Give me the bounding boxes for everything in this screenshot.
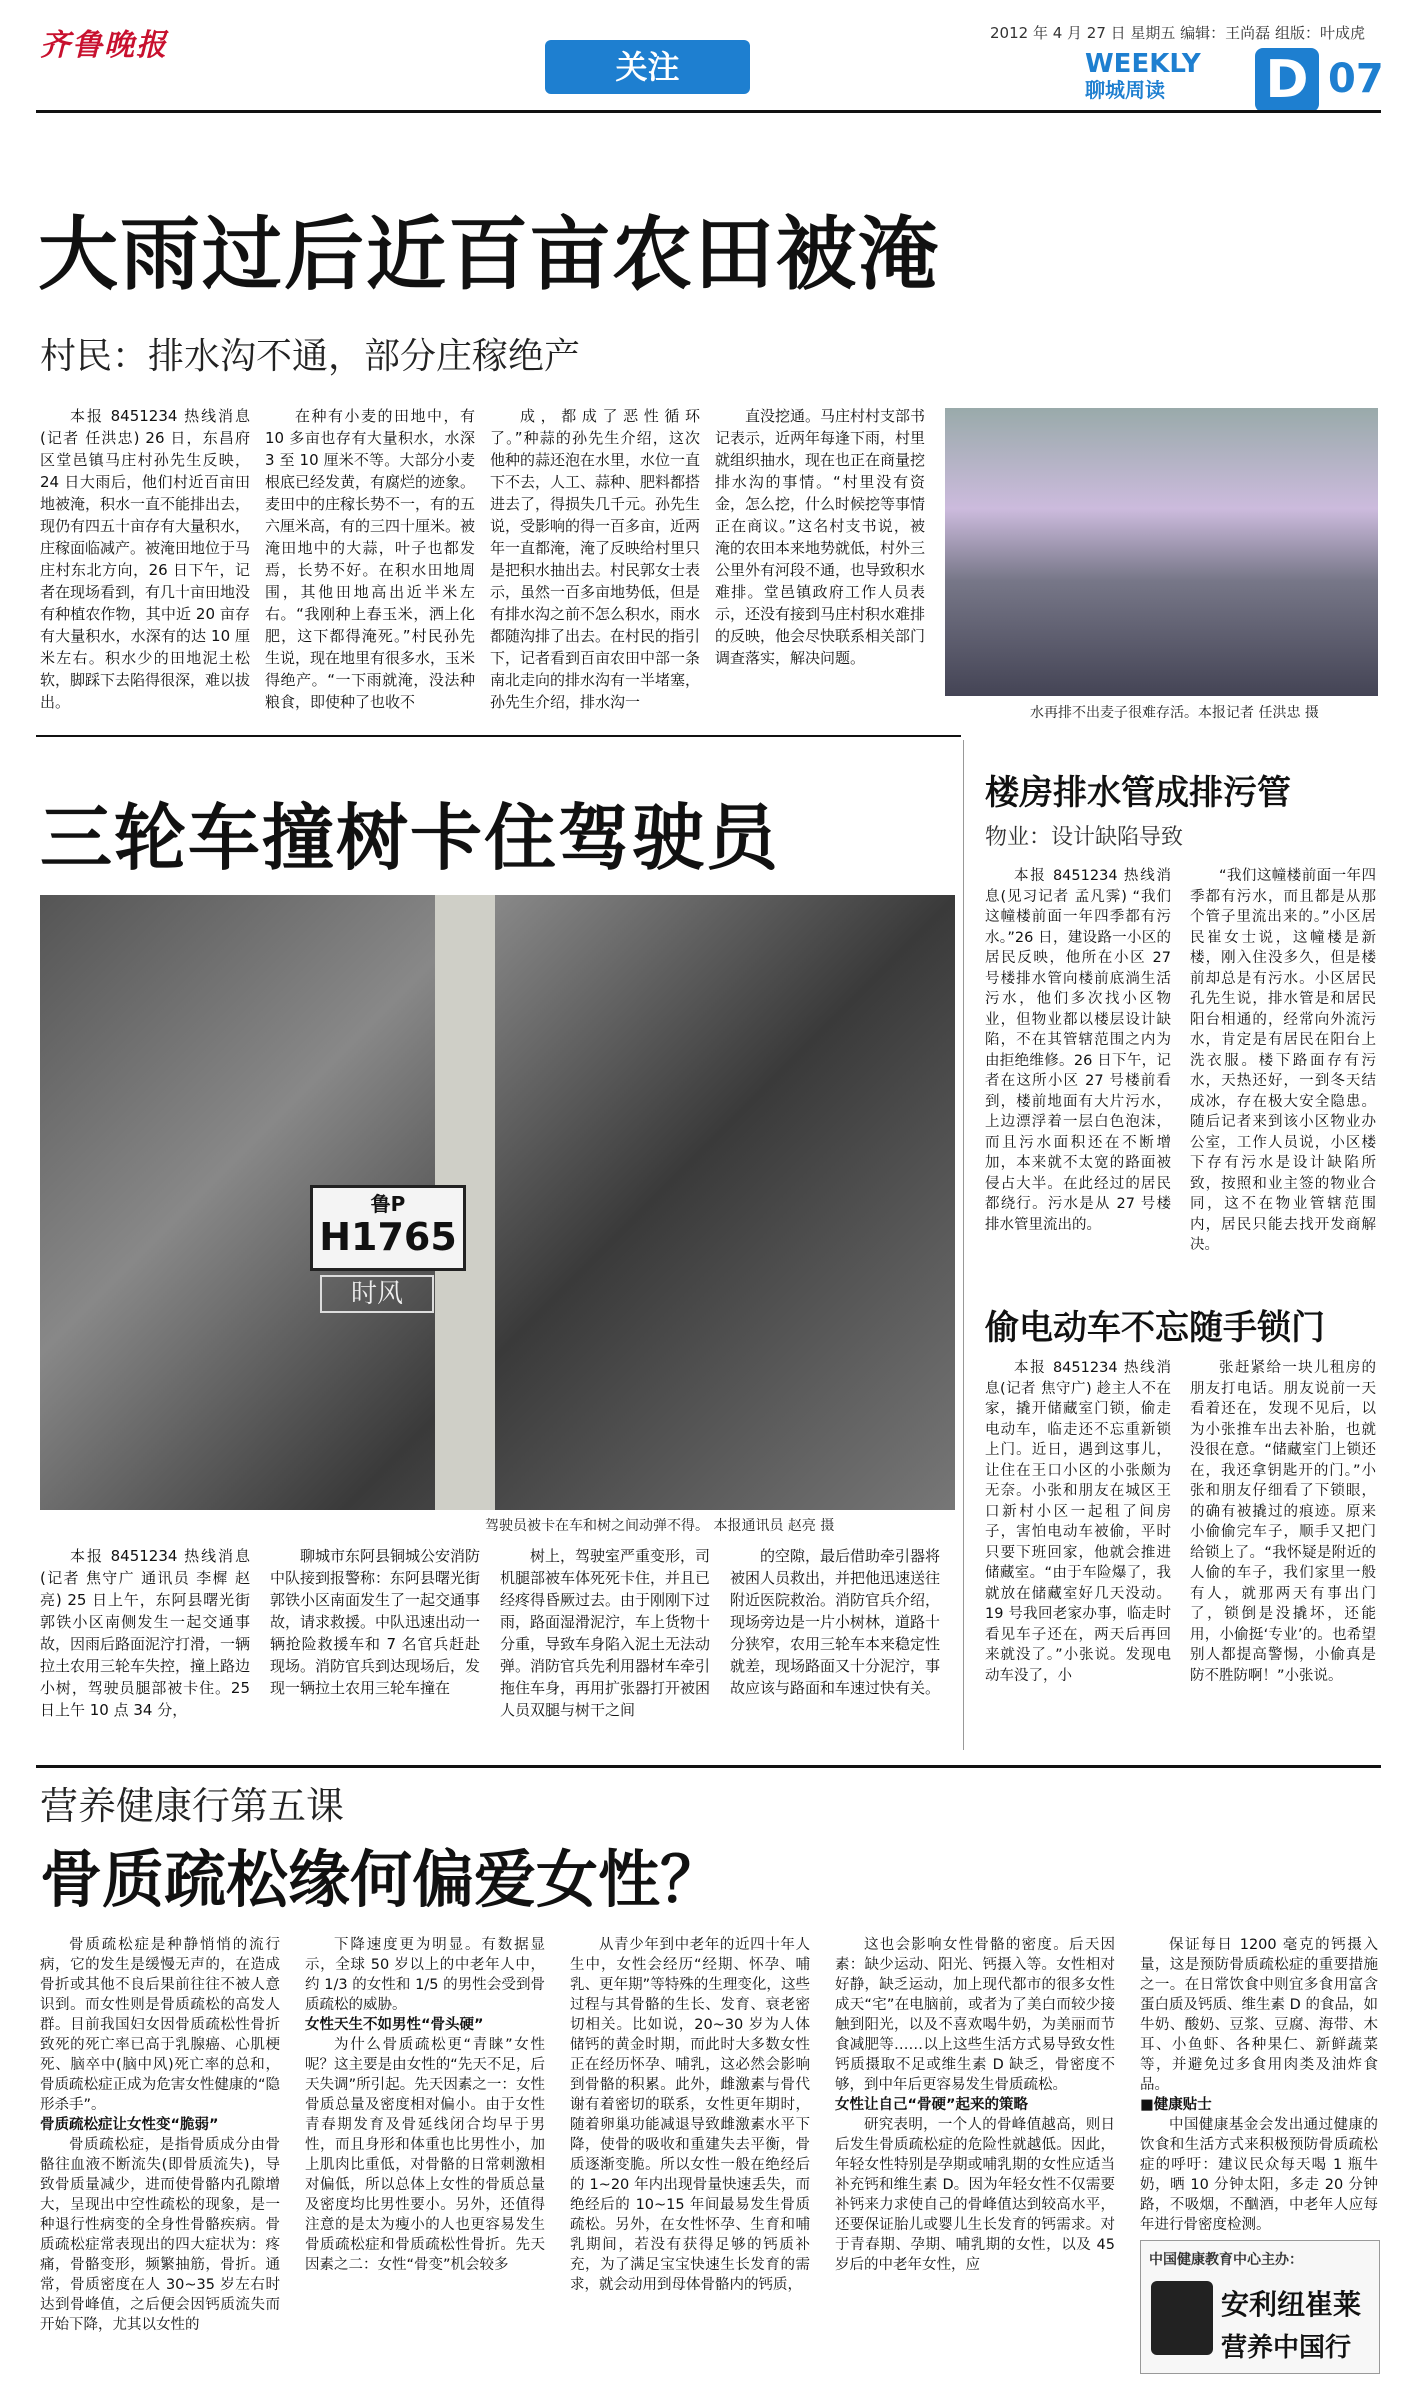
sponsor-ad bbox=[1140, 2240, 1380, 2374]
story1-photo-caption: 水再排不出麦子很难存活。本报记者 任洪忠 摄 bbox=[1030, 705, 1319, 721]
health-headline: 骨质疏松缘何偏爱女性？ bbox=[40, 1843, 723, 1916]
story2-photo-caption: 驾驶员被卡在车和树之间动弹不得。 本报通讯员 赵亮 摄 bbox=[485, 1518, 835, 1534]
sponsor-logo-icon bbox=[1151, 2281, 1213, 2355]
newspaper-logo: 齐鲁晚报 bbox=[40, 28, 168, 63]
story1-col2 bbox=[265, 405, 475, 713]
license-plate bbox=[310, 1185, 466, 1271]
health-col4-para-a: 这也会影响女性骨骼的密度。后天因素：缺少运动、阳光、钙摄入等。女性相对好静，缺乏运动，加上现代都市的很多女性成天“宅”在电脑前，或者为了美白而较少接触到阳光，以及不喜欢喝牛奶，为美丽而节食减肥等……以上这些生活方式易导致女性钙质摄取不足或维生素 D 缺乏，骨密度不够，到中年后更容易发生骨质疏松。 bbox=[835, 1937, 1115, 2093]
story4-col2 bbox=[1190, 1358, 1376, 1686]
weekly-label bbox=[1085, 50, 1201, 102]
brand-plate: 时风 bbox=[320, 1275, 434, 1313]
weekly-cn: 聊城周读 bbox=[1085, 78, 1165, 102]
story4-headline: 偷电动车不忘随手锁门 bbox=[985, 1308, 1325, 1348]
story4-col1 bbox=[985, 1358, 1171, 1686]
health-col2-para-a: 下降速度更为明显。有数据显示，全球 50 岁以上的中老年人中，约 1/3 的女性和 1/5 的男性会受到骨质疏松的威胁。 bbox=[305, 1937, 545, 2013]
top-rule bbox=[36, 110, 1381, 113]
health-col5-para-b: 中国健康基金会发出通过健康的饮食和生活方式来积极预防骨质疏松症的呼吁：建议民众每天喝 1 瓶牛奶，晒 10 分钟太阳，多走 20 分钟路，不吸烟，不酗酒，中老年人应每年进行骨密度检测。 bbox=[1140, 2117, 1378, 2233]
story2-col3 bbox=[500, 1545, 710, 1721]
license-plate-number: H1765 bbox=[319, 1215, 457, 1259]
story3-col1 bbox=[985, 866, 1171, 1235]
health-col3-para: 从青少年到中老年的近四十年人生中，女性会经历“经期、怀孕、哺乳、更年期”等特殊的生理变化，这些过程与其骨骼的生长、发育、衰老密切相关。比如说，20~30 岁为人体储钙的黄金时期，而此时大多数女性正在经历怀孕、哺乳，这必然会影响到骨骼的积累。此外，雌激素与骨代谢有着密切的联系，女性更年期时，随着卵巢功能减退导致雌激素水平下降，使骨的吸收和重建失去平衡，骨质逐渐变脆。所以女性一般在绝经后的 1~20 年内出现骨量快速丢失，而绝经后的 10~15 年间最易发生骨质疏松。另外，在女性怀孕、生育和哺乳期间，若没有获得足够的钙质补充，为了满足宝宝快速生长发育的需求，就会动用到母体骨骼内的钙质， bbox=[570, 1937, 810, 2293]
date-editor-line: 2012 年 4 月 27 日 星期五 编辑：王尚磊 组版：叶成虎 bbox=[990, 24, 1365, 42]
story3-col1-text: 本报 8451234 热线消息(见习记者 孟凡霁) “我们这幢楼前面一年四季都有污水。”26 日，建设路一小区的居民反映，他所在小区 27 号楼排水管向楼前底淌生活污水，他们多次找小区物业，但物业都以楼层设计缺陷，不在其管辖范围之内为由拒绝维修。26 日下午，记者在这所小区 27 号楼前看到，楼前地面有大片污水，上边漂浮着一层白色泡沫，而且污水面积还在不断增加，本来就不太宽的路面被侵占大半。在此经过的居民都绕行。污水是从 27 号楼排水管里流出的。 bbox=[985, 868, 1171, 1233]
health-col2-subhead: 女性天生不如男性“骨头硬” bbox=[305, 2017, 484, 2033]
story2-col3-text: 树上，驾驶室严重变形，司机腿部被车体死死卡住，并且已经疼得昏厥过去。由于刚刚下过雨，路面湿滑泥泞，车上货物十分重，导致车身陷入泥土无法动弹。消防官兵先利用器材车牵引拖住车身，再用扩张器打开被困人员双腿与树干之间 bbox=[500, 1547, 711, 1719]
story2-col4 bbox=[730, 1545, 940, 1699]
story3-col2 bbox=[1190, 866, 1376, 1256]
story1-col2-text: 在种有小麦的田地中，有 10 多亩也存有大量积水，水深 3 至 10 厘米不等。大部分小麦根底已经发黄，有腐烂的迹象。麦田中的庄稼长势不一，有的五六厘米高，有的三四十厘米。被淹田地中的大蒜，叶子也都发焉，长势不好。在积水田地周围，其他田地高出近半米左右。“我刚种上春玉米，洒上化肥，这下都得淹死。”村民孙先生说，现在地里有很多水，玉米得绝产。“一下雨就淹，没法种粮食，即使种了也收不 bbox=[265, 407, 476, 711]
story2-col4-text: 的空隙，最后借助牵引器将被困人员救出，并把他迅速送往附近医院救治。消防官兵介绍，现场旁边是一片小树林，道路十分狭窄，农用三轮车本来稳定性就差，现场路面又十分泥泞，事故应该与路面和车速过快有关。 bbox=[730, 1547, 941, 1697]
health-series-title: 营养健康行第五课 bbox=[40, 1784, 345, 1828]
story2-col1 bbox=[40, 1545, 250, 1721]
story1-col3-text: 成，都成了恶性循环了。”种蒜的孙先生介绍，这次他种的蒜还泡在水里，水位一直下不去，人工、蒜种、肥料都搭进去了，得损失几千元。孙先生说，受影响的得一百多亩，近两年一直都淹，淹了反映给村里只是把积水抽出去。村民郭女士表示，虽然一百多亩地势低，但是有排水沟之前不怎么积水，雨水都随沟排了出去。在村民的指引下，记者看到百亩农田中部一条南北走向的排水沟有一半堵塞，孙先生介绍，排水沟一 bbox=[490, 407, 701, 711]
health-col2 bbox=[305, 1935, 545, 2275]
story1-col1-text: 本报 8451234 热线消息(记者 任洪忠) 26 日，东昌府区堂邑镇马庄村孙先生反映，24 日大雨后，他们村近百亩田地被淹，积水一直不能排出去，现仍有四五十亩存有大量积水，庄稼面临减产。被淹田地位于马庄村东北方向，26 日下午，记者在现场看到，有几十亩田地没有种植农作物，其中近 20 亩存有大量积水，水深有的达 10 厘米左右。积水少的田地泥土松软，脚踩下去陷得很深，难以拔出。 bbox=[40, 407, 251, 711]
story1-col1 bbox=[40, 405, 250, 713]
health-col4 bbox=[835, 1935, 1115, 2275]
ad-slogan: 营养中国行 bbox=[1221, 2333, 1352, 2363]
health-col5 bbox=[1140, 1935, 1378, 2235]
story1-subhead: 村民：排水沟不通，部分庄稼绝产 bbox=[40, 336, 581, 377]
story1-bottom-rule bbox=[36, 735, 961, 737]
story1-col4 bbox=[715, 405, 925, 669]
story1-col3 bbox=[490, 405, 700, 713]
ad-brand: 安利纽崔莱 bbox=[1221, 2288, 1362, 2321]
license-plate-top: 鲁P bbox=[370, 1192, 406, 1216]
story1-col4-text: 直没挖通。马庄村村支部书记表示，近两年每逢下雨，村里就组织抽水，现在也正在商量挖排水沟的事情。“村里没有资金，怎么挖，什么时候挖等事情正在商议。”这名村支书说，被淹的农田本来地势就低，村外三公里外有河段不通，也导致积水难排。堂邑镇政府工作人员表示，还没有接到马庄村积水难排的反映，他会尽快联系相关部门调查落实，解决问题。 bbox=[715, 407, 926, 667]
health-col3 bbox=[570, 1935, 810, 2295]
health-col1-para-a: 骨质疏松症是种静悄悄的流行病，它的发生是缓慢无声的，在造成骨折或其他不良后果前往往不被人意识到。而女性则是骨质疏松的高发人群。目前我国妇女因骨质疏松性骨折致死的死亡率已高于乳腺癌、心肌梗死、脑卒中(脑中风)死亡率的总和，骨质疏松症正成为危害女性健康的“隐形杀手”。 bbox=[40, 1937, 280, 2113]
story3-headline: 楼房排水管成排污管 bbox=[985, 773, 1291, 813]
story2-col2 bbox=[270, 1545, 480, 1699]
story2-col2-text: 聊城市东阿县铜城公安消防中队接到报警称：东阿县曙光街郭铁小区南面发生了一起交通事故，请求救援。中队迅速出动一辆抢险救援车和 7 名官兵赶赴现场。消防官兵到达现场后，发现一辆拉土农用三轮车撞在 bbox=[270, 1547, 481, 1697]
flooded-field-photo bbox=[945, 408, 1378, 696]
tricycle-accident-photo bbox=[40, 895, 955, 1510]
story3-subhead: 物业：设计缺陷导致 bbox=[985, 825, 1184, 850]
story2-col1-text: 本报 8451234 热线消息(记者 焦守广 通讯员 李樨 赵亮) 25 日上午，东阿县曙光街郭铁小区南侧发生一起交通事故，因雨后路面泥泞打滑，一辆拉土农用三轮车失控，撞上路边小树，驾驶员腿部被卡住。25 日上午 10 点 34 分， bbox=[40, 1547, 251, 1719]
health-tips-heading: ■健康贴士 bbox=[1140, 2097, 1212, 2113]
health-col1-para-b: 骨质疏松症，是指骨质成分由骨骼往血液不断流失(即骨质流失)，导致骨质量减少，进而使骨骼内孔隙增大，呈现出中空性疏松的现象，是一种退行性病变的全身性骨骼疾病。骨质疏松症常表现出的四大症状为：疼痛，骨骼变形，频繁抽筋，骨折。通常，骨质密度在人 30~35 岁左右时达到骨峰值，之后便会因钙质流失而开始下降，尤其以女性的 bbox=[40, 2137, 280, 2333]
column-divider bbox=[963, 740, 964, 1750]
ad-organizer: 中国健康教育中心主办： bbox=[1149, 2252, 1303, 2268]
story4-col1-text: 本报 8451234 热线消息(记者 焦守广) 趁主人不在家，撬开储藏室门锁，偷走电动车，临走还不忘重新锁上门。近日，遇到这事儿，让住在王口小区的小张颇为无奈。小张和朋友在城区王口新村小区一起租了间房子，害怕电动车被偷，平时只要下班回家，他就会推进储藏室。“由于车险爆了，我就放在储藏室好几天没动。19 号我回老家办事，临走时看见车子还在，两天后再回来就没了。”小张说。发现电动车没了，小 bbox=[985, 1360, 1171, 1684]
story3-col2-text: “我们这幢楼前面一年四季都有污水，而且都是从那个管子里流出来的。”小区居民崔女士说，这幢楼是新楼，刚入住没多久，但是楼前却总是有污水。小区居民孔先生说，排水管是和居民阳台相通的，经常向外流污水，肯定是有居民在阳台上洗衣服。楼下路面存有污水，天热还好，一到冬天结成冰，存在极大安全隐患。随后记者来到该小区物业办公室，工作人员说，小区楼下存有污水是设计缺陷所致，按照和业主签的物业合同，这不在物业管辖范围内，居民只能去找开发商解决。 bbox=[1190, 868, 1376, 1253]
health-col5-para-a: 保证每日 1200 毫克的钙摄入量，这是预防骨质疏松症的重要措施之一。在日常饮食中则宜多食用富含蛋白质及钙质、维生素 D 的食品，如牛奶、酸奶、豆浆、豆腐、海带、木耳、小鱼虾、各种果仁、新鲜蔬菜等，并避免过多食用肉类及油炸食品。 bbox=[1140, 1937, 1378, 2093]
section-badge: D bbox=[1255, 48, 1319, 112]
page-number: 07 bbox=[1328, 56, 1384, 102]
story4-col2-text: 张赶紧给一块儿租房的朋友打电话。朋友说前一天看着还在，发现不见后，以为小张推车出去补胎，也就没很在意。“储藏室门上锁还在，我还拿钥匙开的门。”小张和朋友仔细看了下锁眼，的确有被撬过的痕迹。原来小偷偷完车子，顺手又把门给锁上了。“我怀疑是附近的人偷的车子，我们家里一般有人，就那两天有事出门了，锁倒是没撬坏，还能用，小偷挺‘专业’的。也希望别人都提高警惕，小偷真是防不胜防啊！”小张说。 bbox=[1190, 1360, 1376, 1684]
health-col4-subhead: 女性让自己“骨硬”起来的策略 bbox=[835, 2097, 1029, 2113]
weekly-en: WEEKLY bbox=[1085, 49, 1201, 79]
health-col1 bbox=[40, 1935, 280, 2335]
section-tab: 关注 bbox=[545, 40, 750, 94]
story1-headline: 大雨过后近百亩农田被淹 bbox=[38, 208, 940, 301]
health-col2-para-b: 为什么骨质疏松更“青睐”女性呢？这主要是由女性的“先天不足，后天失调”所引起。先天因素之一：女性骨质总量及密度相对偏小。由于女性青春期发育及骨延线闭合均早于男性，而且身形和体重也比男性小，加上肌肉比重低，对骨骼的日常刺激相对偏低，所以总体上女性的骨质总量及密度均比男性要小。另外，还值得注意的是太为瘦小的人也更容易发生骨质疏松症和骨质疏松性骨折。先天因素之二：女性“骨变”机会较多 bbox=[305, 2037, 545, 2273]
health-col1-subhead: 骨质疏松症让女性变“脆弱” bbox=[40, 2117, 219, 2133]
story2-headline: 三轮车撞树卡住驾驶员 bbox=[40, 796, 781, 880]
health-col4-para-b: 研究表明，一个人的骨峰值越高，则日后发生骨质疏松症的危险性就越低。因此，年轻女性特别是孕期或哺乳期的女性应适当补充钙和维生素 D。因为年轻女性不仅需要补钙来力求使自己的骨峰值达到较高水平，还要保证胎儿或婴儿生长发育的钙需求。对于青春期、孕期、哺乳期的女性，以及 45 岁后的中老年女性，应 bbox=[835, 2117, 1115, 2273]
